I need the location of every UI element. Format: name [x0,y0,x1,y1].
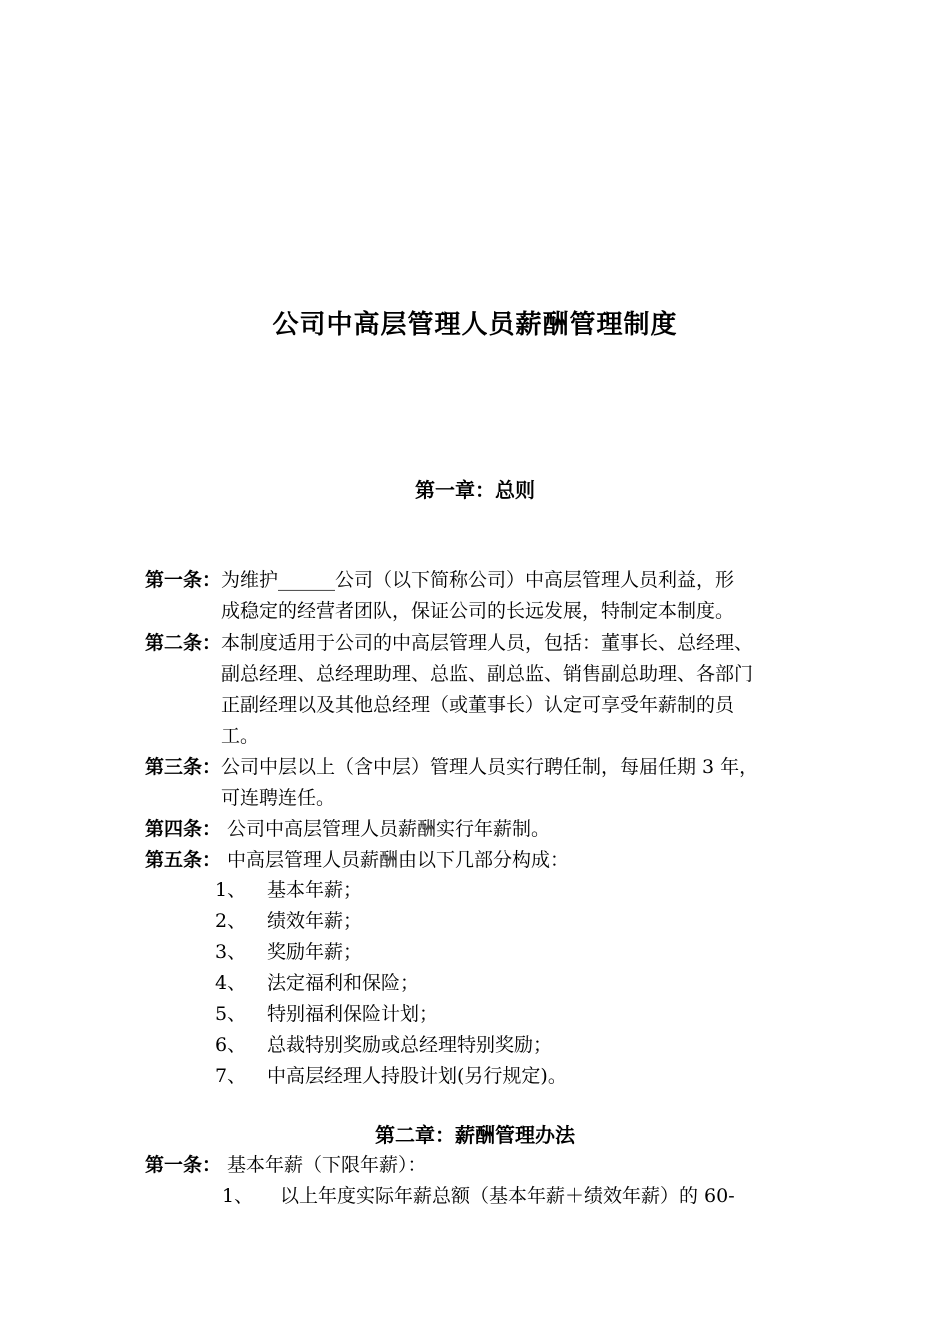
list-number: 7、 [215,1065,247,1087]
list-item [215,1061,567,1092]
article-text: 正副经理以及其他总经理（或董事长）认定可享受年薪制的员 [221,694,735,716]
article [145,1150,825,1181]
article-label: 第三条： [145,756,222,778]
list-number: 1、 [222,1185,254,1207]
chapter-heading: 第二章：薪酬管理办法 [375,1123,575,1147]
list-number: 3、 [215,941,247,963]
article-text: 成稳定的经营者团队，保证公司的长远发展，特制定本制度。 [221,600,735,622]
list-item [215,968,567,999]
salary-list [222,1181,735,1212]
list-text: 绩效年薪； [267,910,363,932]
article-text: 为维护______公司（以下简称公司）中高层管理人员利益，形 [221,569,735,591]
article [145,814,825,845]
chapter-heading: 第一章：总则 [415,478,535,502]
list-text: 法定福利和保险； [267,972,420,994]
article-label: 第四条： [145,818,222,840]
article [145,752,825,814]
article [145,845,825,876]
article-text: 本制度适用于公司的中高层管理人员，包括：董事长、总经理、 [221,632,754,654]
list-number: 4、 [215,972,247,994]
article-label: 第二条： [145,632,222,654]
article-text: 可连聘连任。 [221,787,336,809]
list-text: 特别福利保险计划； [267,1003,439,1025]
list-number: 5、 [215,1003,247,1025]
list-number: 2、 [215,910,247,932]
list-item [215,999,567,1030]
article-text: 公司中高层管理人员薪酬实行年薪制。 [221,818,551,840]
article-text: 公司中层以上（含中层）管理人员实行聘任制，每届任期 3 年， [221,756,759,778]
document-title: 公司中高层管理人员薪酬管理制度 [272,310,678,340]
article-label: 第一条： [145,569,222,591]
article-text: 基本年薪（下限年薪）： [221,1154,427,1176]
list-item [215,875,567,906]
article-label: 第一条： [145,1154,222,1176]
list-item [222,1181,735,1212]
list-item [215,906,567,937]
list-number: 6、 [215,1034,247,1056]
article-label: 第五条： [145,849,222,871]
article [145,628,825,752]
list-text: 中高层经理人持股计划(另行规定)。 [267,1065,567,1087]
article-text: 工。 [221,725,260,747]
component-list [215,875,567,1092]
list-text: 基本年薪； [267,879,363,901]
article [145,565,825,627]
list-item [215,1030,567,1061]
article-text: 中高层管理人员薪酬由以下几部分构成： [221,849,570,871]
list-text: 总裁特别奖励或总经理特别奖励； [267,1034,553,1056]
list-text: 奖励年薪； [267,941,363,963]
list-number: 1、 [215,879,247,901]
list-item [215,937,567,968]
article-text: 副总经理、总经理助理、总监、副总监、销售副总助理、各部门 [221,663,754,685]
list-text: 以上年度实际年薪总额（基本年薪＋绩效年薪）的 60- [280,1185,735,1207]
